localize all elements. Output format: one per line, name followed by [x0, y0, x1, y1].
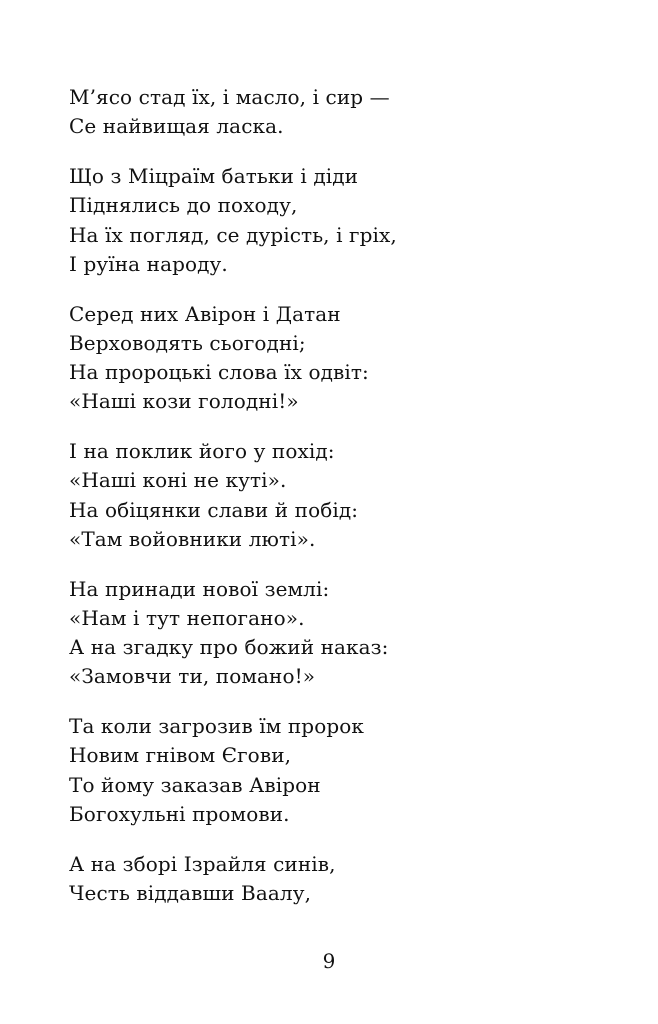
poem-line: Що з Міцраїм батьки і діди	[69, 164, 359, 189]
poem-line: Серед них Авірон і Датан	[69, 301, 341, 326]
poem-line: І руїна народу.	[69, 251, 228, 276]
stanza-4	[69, 437, 629, 554]
poem-line: На пророцькі слова їх одвіт:	[69, 360, 369, 384]
poem-body	[69, 83, 629, 929]
stanza-7	[69, 850, 629, 908]
poem-line: То йому заказав Авірон	[69, 772, 321, 797]
poem-line: А на згадку про божий наказ:	[69, 635, 389, 659]
stanza-6	[69, 712, 629, 829]
poem-line: «Замовчи ти, помано!»	[69, 664, 316, 689]
poem-line: М’ясо стад їх, і масло, і сир —	[69, 85, 390, 109]
poem-line: Піднялись до походу,	[69, 193, 298, 218]
poem-line: «Наші коні не куті».	[69, 468, 287, 493]
poem-line: «Нам і тут непогано».	[69, 605, 305, 630]
stanza-5	[69, 575, 629, 692]
page-number: 9	[322, 949, 336, 973]
poem-line: Верховодять сьогодні;	[69, 330, 306, 355]
poem-line: На принади нової землі:	[69, 576, 330, 601]
poem-line: На їх погляд, се дурість, і гріх,	[69, 222, 397, 247]
poem-line: Та коли загрозив їм пророк	[69, 714, 364, 739]
poem-line: «Наші кози голодні!»	[69, 389, 299, 414]
stanza-3	[69, 300, 629, 417]
poem-line: Честь віддавши Ваалу,	[69, 880, 312, 905]
poem-line: Се найвищая ласка.	[69, 114, 284, 139]
stanza-2	[69, 162, 629, 279]
poem-line: «Там войовники люті».	[69, 526, 316, 551]
poem-line: На обіцянки слави й побід:	[69, 497, 359, 522]
poem-line: А на зборі Ізрайля синів,	[69, 851, 336, 876]
stanza-1	[69, 83, 629, 141]
poem-line: І на поклик його у похід:	[69, 439, 335, 464]
poem-line: Богохульні промови.	[69, 801, 290, 826]
poem-line: Новим гнівом Єгови,	[69, 743, 292, 768]
